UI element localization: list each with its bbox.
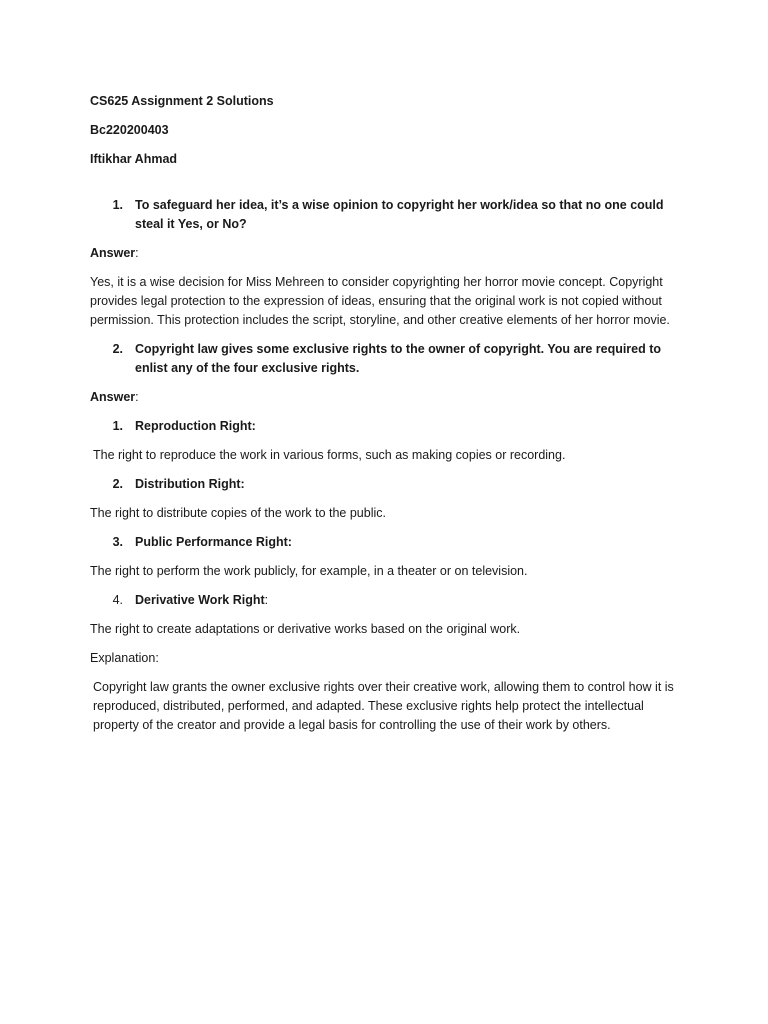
right-item-3 [90,533,680,552]
answer-label-colon: : [135,390,139,404]
right-description: The right to create adaptations or derivative works based on the original work. [90,622,521,636]
right-title: Public Performance Right: [135,535,292,549]
answer-1-text: Yes, it is a wise decision for Miss Mehreen to consider copyrighting her horror movie concept. Copyright provides legal protection to the expression of ideas, ensuring that the original work is not copied without permission. This protection includes the script, storyline, and other creative elements of her horror movie. [90,275,670,327]
right-number: 2. [112,477,123,491]
answer-label-1 [90,244,680,263]
right-title: Reproduction Right: [135,419,256,433]
explanation-text: Copyright law grants the owner exclusive rights over their creative work, allowing them to control how it is reproduced, distributed, performed, and adapted. These exclusive rights help protect the intellectual property of the creator and provide a legal basis for controlling the use of their work by others. [93,680,674,732]
question-1 [90,196,680,234]
document-page [90,92,680,745]
question-number: 2. [112,342,123,356]
document-title: CS625 Assignment 2 Solutions [90,94,274,108]
right-number: 1. [112,419,123,433]
answer-label-colon: : [135,246,139,260]
right-title-suffix: : [264,593,269,607]
question-number: 1. [112,198,123,212]
right-title: Distribution Right: [135,477,245,491]
answer-label-2 [90,388,680,407]
right-title: Derivative Work Right [135,593,265,607]
right-item-2 [90,475,680,494]
student-name: Iftikhar Ahmad [90,152,178,166]
right-description: The right to perform the work publicly, for example, in a theater or on television. [90,564,528,578]
question-2 [90,340,680,378]
right-item-1 [90,417,680,436]
right-number: 3. [112,535,123,549]
right-description: The right to reproduce the work in various forms, such as making copies or recording. [93,448,566,462]
answer-label-text: Answer [90,390,136,404]
question-text: Copyright law gives some exclusive rights to the owner of copyright. You are required to enlist any of the four exclusive rights. [135,342,662,375]
question-text: To safeguard her idea, it’s a wise opinion to copyright her work/idea so that no one could steal it Yes, or No? [135,198,664,231]
explanation-label: Explanation: [90,651,159,665]
answer-label-text: Answer [90,246,136,260]
right-item-4 [90,591,680,610]
right-number: 4. [112,593,123,607]
right-description: The right to distribute copies of the work to the public. [90,506,386,520]
student-id: Bc220200403 [90,123,169,137]
